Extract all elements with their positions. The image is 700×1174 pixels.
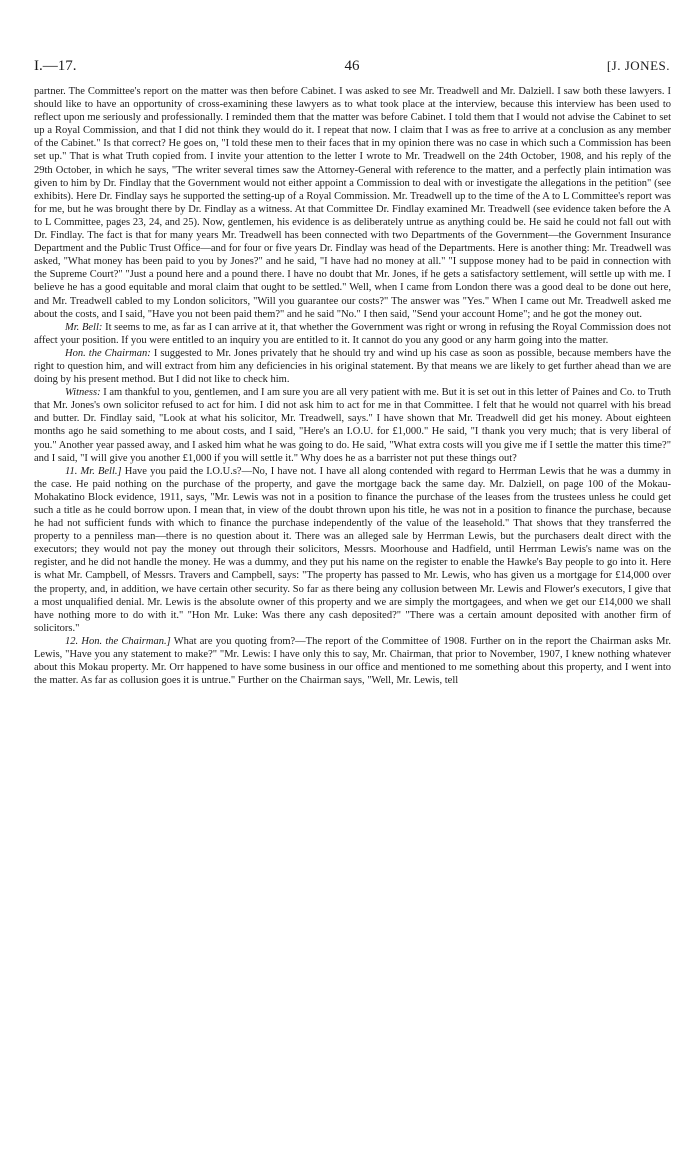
- witness-name: [J. JONES.: [606, 58, 670, 73]
- paragraph: [34, 347, 671, 386]
- paragraph: [34, 85, 671, 321]
- paragraph-text: I suggested to Mr. Jones privately that he should try and wind up his case as soon as possible, because members have the right to question him, and will extract from him any deficiencies in his original statement. By that means we are likely to get further ahead than we are doing by his present method. But I did not like to check him.: [34, 347, 671, 386]
- paragraph: [34, 386, 671, 465]
- paragraph: [34, 635, 671, 687]
- paper-reference: I.—17.: [34, 58, 77, 74]
- paragraph-speaker: 11. Mr. Bell.]: [65, 465, 122, 477]
- paragraph: [34, 321, 671, 347]
- paragraph-text: It seems to me, as far as I can arrive at it, that whether the Government was right or wrong in refusing the Royal Commission does not affect your position. If you were entitled to an inquiry you are entitled to it. It cannot do you any good or any harm going into the matter.: [34, 321, 672, 346]
- page-header: [34, 58, 670, 82]
- paragraph-text: Have you paid the I.O.U.s?—No, I have not. I have all along contended with regard to Herrman Lewis that he was a dummy in the case. He paid nothing on the purchase of the property, and gave the mortgage back the same day. Mr. Dalziell, on page 100 of the Mokau-Mohakatino Block evidence, 1911, says, "Mr. Lewis was not in a position to finance the purchase of the leases from the trustees unless he could get such a title as he could borrow upon. I mean that, in view of the doubt thrown upon his title, he was not in a position to finance the purchase, because he had not sufficient funds with which to finance the purchase independently of the value of the leasehold." That shows that they transferred the property to a penniless man—there is no question about it. There was an alleged sale by Herrman Lewis, but the purchasers dealt direct with the executors; they would not pay the money out through their solicitors, Messrs. Moorhouse and Hadfield, until Herrman Lewis's name was on the register, and he did not handle the money. He was a dummy, and they put his name on the register to enable the Hawke's Bay people to go into it. Here is what Mr. Campbell, of Messrs. Travers and Campbell, says: "The property has passed to Mr. Lewis, who has given us a mortgage for £14,000 over the property, and, in addition, we have certain other security. So far as there being any collusion between Mr. Lewis and Flower's executors, I give that a most unqualified denial. Mr. Lewis is the absolute owner of this property and we are simply the mortgagees, and when we get our £14,000 we shall have nothing more to do with it." "Hon Mr. Luke: Was there any cash deposited?" "There was a certain amount deposited with another firm of solicitors.": [34, 465, 671, 634]
- paragraph-text: partner. The Committee's report on the matter was then before Cabinet. I was asked to see Mr. Treadwell and Mr. Dalziell. I saw both these lawyers. I should like to have an opportunity of cross-examining these lawyers as to what took place at the interview, because this interview has been used to reflect upon me seriously and professionally. I reminded them that the matter was before Cabinet. I told them that I would not advise the Cabinet to set up a Royal Commission, and that I did not think they would do it. I repeat that now. I claim that I was as free to arrive at a conclusion as any member of the Cabinet." Is that correct? He goes on, "I told these men to their faces that in my opinion there was no case in which such a Commission has been set up." That is what Truth copied from. I invite your attention to the letter I wrote to Mr. Treadwell on the 24th October, 1908, and his reply of the 29th October, in which he says, "The writer several times saw the Attorney-General with reference to the matter, and a perfectly plain intimation was given to him by Dr. Findlay that the Government would not either appoint a Commission to deal with or investigate the allegations in the petition" (see exhibits). Here Dr. Findlay says he supported the setting-up of a Royal Commission. Mr. Treadwell up to the time of the A to L Committee's report was for me, but he was brought there by Dr. Findlay as a witness. At that Committee Dr. Findlay examined Mr. Treadwell (see evidence taken before the A to L Committee, pages 23, 24, and 25). Now, gentlemen, his evidence is as deliberately untrue as anything could be. He said he could not fall out with Dr. Findlay. The fact is that for many years Mr. Treadwell has been connected with two Departments of the Government—the Government Insurance Department and the Public Trust Office—and for four or five years Dr. Findlay was head of the Departments. Here is another thing: Mr. Treadwell was asked, "What money has been paid to you by Jones?" and he said, "I have had no money at all." "I suppose money had to be paid in connection with the Supreme Court?" "Just a pound here and a pound there. I have no doubt that Mr. Jones, if he gets a satisfactory settlement, will settle up with me. I believe he has a good equitable and moral claim that ought to be settled." Well, when I came from London there was a good deal to be done out here, and Mr. Treadwell cabled to my London solicitors, "Will you guarantee our costs?" The answer was "Yes." When I came out Mr. Treadwell asked me about the costs, and I said, "Have you not been paid them?" and he said "No." I then said, "Send your account Home"; and he got the money out.: [34, 86, 671, 320]
- evidence-text: [34, 85, 671, 687]
- paragraph-speaker: Witness:: [65, 387, 101, 399]
- paragraph-speaker: Hon. the Chairman:: [65, 347, 151, 359]
- paragraph-text: What are you quoting from?—The report of the Committee of 1908. Further on in the report the Chairman asks Mr. Lewis, "Have you any statement to make?" "Mr. Lewis: I have only this to say, Mr. Chairman, that prior to November, 1907, I knew nothing whatever about this Mokau property. Mr. Orr happened to have some business in our office and mentioned to me something about this property, and I went into the matter. As far as collusion goes it is untrue." Further on the Chairman says, "Well, Mr. Lewis, tell: [34, 635, 671, 687]
- page-number: 46: [344, 58, 360, 74]
- paragraph-text: I am thankful to you, gentlemen, and I am sure you are all very patient with me. But it is set out in this letter of Paines and Co. to Truth that Mr. Jones's own solicitor refused to act for him. I did not ask him to act for me in that Committee. I felt that he would not quarrel with his bread and butter. Dr. Findlay said, "Look at what his solicitor, Mr. Treadwell, says." I have shown that Mr. Treadwell did get his money. About eighteen months ago he said something to me about costs, and I said, "Here's an I.O.U. for £1,000." He said, "I thank you very much; that is very liberal of you." Another year passed away, and I asked him what he was going to do. He said, "What extra costs will you give me if I settle the matter this time?" and I said, "I will give you another £1,000 if you will settle it." Why does he as a barrister not put these things out?: [34, 387, 671, 464]
- paragraph: [34, 465, 671, 635]
- paragraph-speaker: Mr. Bell:: [65, 321, 103, 333]
- paragraph-speaker: 12. Hon. the Chairman.]: [65, 635, 171, 647]
